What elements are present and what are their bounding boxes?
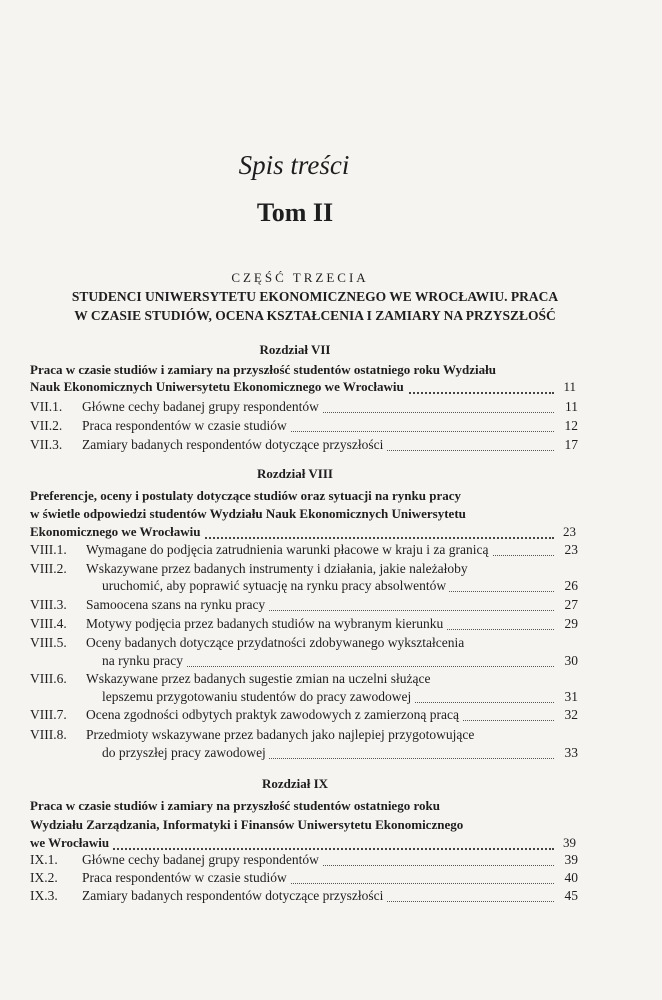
toc-entry-viii-4 [30,616,578,634]
chapter-heading-viii-line-3: Ekonomicznego we Wrocławiu [30,524,203,540]
page-number: 29 [564,616,578,631]
entry-code: VIII.3. [30,597,67,612]
entry-title: Praca respondentów w czasie studiów [82,418,290,434]
chapter-label-ix: Rozdział IX [261,776,329,791]
toc-entry-vii-2 [30,418,578,436]
chapter-label-viii: Rozdział VIII [257,466,333,481]
entry-title-line-1: Wskazywane przez badanych sugestie zmian na uczelni służące [86,671,431,686]
entry-code: VII.2. [30,418,63,433]
entry-code: IX.3. [30,888,58,903]
entry-code: VIII.8. [30,727,67,742]
entry-title-line-2: lepszemu przygotowaniu studentów do pracy zawodowej [102,689,414,705]
page-number: 39 [564,852,578,867]
chapter-heading-viii-row [30,524,576,542]
chapter-heading-vii-row [30,379,576,397]
page-number: 12 [564,418,578,433]
toc-entry-viii-7 [30,707,578,725]
volume-title: Tom II [256,198,334,227]
part-title [30,287,600,325]
chapter-heading-vii-line-1: Praca w czasie studiów i zamiary na przyszłość studentów ostatniego roku Wydziału [30,362,496,377]
page-number: 11 [563,379,576,394]
part-label: CZĘŚĆ TRZECIA [231,270,369,285]
toc-entry-viii-1 [30,542,578,560]
chapter-heading-ix-row [30,835,576,853]
entry-title: Motywy podjęcia przez badanych studiów na wybranym kierunku [86,616,446,632]
entry-title: Wymagane do podjęcia zatrudnienia warunki płacowe w kraju i za granicą [86,542,492,558]
entry-title: Samoocena szans na rynku pracy [86,597,268,613]
entry-code: VIII.4. [30,616,67,631]
chapter-label-vii: Rozdział VII [259,342,331,357]
page-number: 23 [564,542,578,557]
toc-entry-ix-2 [30,870,578,888]
page-number: 17 [564,437,578,452]
entry-title: Zamiary badanych respondentów dotyczące przyszłości [82,437,386,453]
page-number: 33 [564,745,578,760]
entry-title-line-2: do przyszłej pracy zawodowej [102,745,269,761]
entry-title-line-1: Wskazywane przez badanych instrumenty i działania, jakie należałoby [86,561,468,576]
chapter-heading-vii-line-2: Nauk Ekonomicznych Uniwersytetu Ekonomicznego we Wrocławiu [30,379,407,395]
toc-title: Spis treści [238,150,350,180]
entry-code: VII.1. [30,399,63,414]
entry-code: VII.3. [30,437,63,452]
entry-code: VIII.5. [30,635,67,650]
page-number: 32 [564,707,578,722]
entry-code: VIII.7. [30,707,67,722]
entry-code: IX.2. [30,870,58,885]
page-number: 26 [564,578,578,593]
toc-entry-viii-6 [30,689,578,707]
toc-entry-vii-1 [30,399,578,417]
entry-title: Zamiary badanych respondentów dotyczące przyszłości [82,888,386,904]
entry-title-line-1: Oceny badanych dotyczące przydatności zdobywanego wykształcenia [86,635,465,650]
chapter-heading-ix-line-1: Praca w czasie studiów i zamiary na przyszłość studentów ostatniego roku [30,798,440,813]
toc-entry-viii-3 [30,597,578,615]
entry-code: IX.1. [30,852,58,867]
entry-code: VIII.2. [30,561,67,576]
toc-entry-ix-1 [30,852,578,870]
toc-entry-viii-2 [30,578,578,596]
part-title-line-2: W CZASIE STUDIÓW, OCENA KSZTAŁCENIA I ZAMIARY NA PRZYSZŁOŚĆ [74,308,556,323]
toc-entry-vii-3 [30,437,578,455]
page-number: 27 [564,597,578,612]
entry-title: Ocena zgodności odbytych praktyk zawodowych z zamierzoną pracą [86,707,462,723]
entry-title: Główne cechy badanej grupy respondentów [82,399,322,415]
entry-title: Praca respondentów w czasie studiów [82,870,290,886]
chapter-heading-ix-line-2: Wydziału Zarządzania, Informatyki i Finansów Uniwersytetu Ekonomicznego [30,817,464,832]
toc-entry-viii-5 [30,653,578,671]
page-number: 45 [564,888,578,903]
page-number: 11 [565,399,578,414]
entry-title: Główne cechy badanej grupy respondentów [82,852,322,868]
page-number: 31 [564,689,578,704]
entry-title-line-1: Przedmioty wskazywane przez badanych jako najlepiej przygotowujące [86,727,475,742]
page-number: 30 [564,653,578,668]
toc-entry-viii-8 [30,745,578,763]
part-title-line-1: STUDENCI UNIWERSYTETU EKONOMICZNEGO WE WROCŁAWIU. PRACA [71,289,559,304]
page-number: 23 [563,524,576,539]
chapter-heading-ix-line-3: we Wrocławiu [30,835,112,851]
entry-code: VIII.1. [30,542,67,557]
chapter-heading-viii-line-1: Preferencje, oceny i postulaty dotyczące studiów oraz sytuacji na rynku pracy [30,488,461,503]
page-number: 39 [563,835,576,850]
entry-title-line-2: na rynku pracy [102,653,186,669]
toc-entry-ix-3 [30,888,578,906]
page-number: 40 [564,870,578,885]
chapter-heading-viii-line-2: w świetle odpowiedzi studentów Wydziału Nauk Ekonomicznych Uniwersytetu [30,506,466,521]
entry-code: VIII.6. [30,671,67,686]
entry-title-line-2: uruchomić, aby poprawić sytuację na rynku pracy absolwentów [102,578,449,594]
